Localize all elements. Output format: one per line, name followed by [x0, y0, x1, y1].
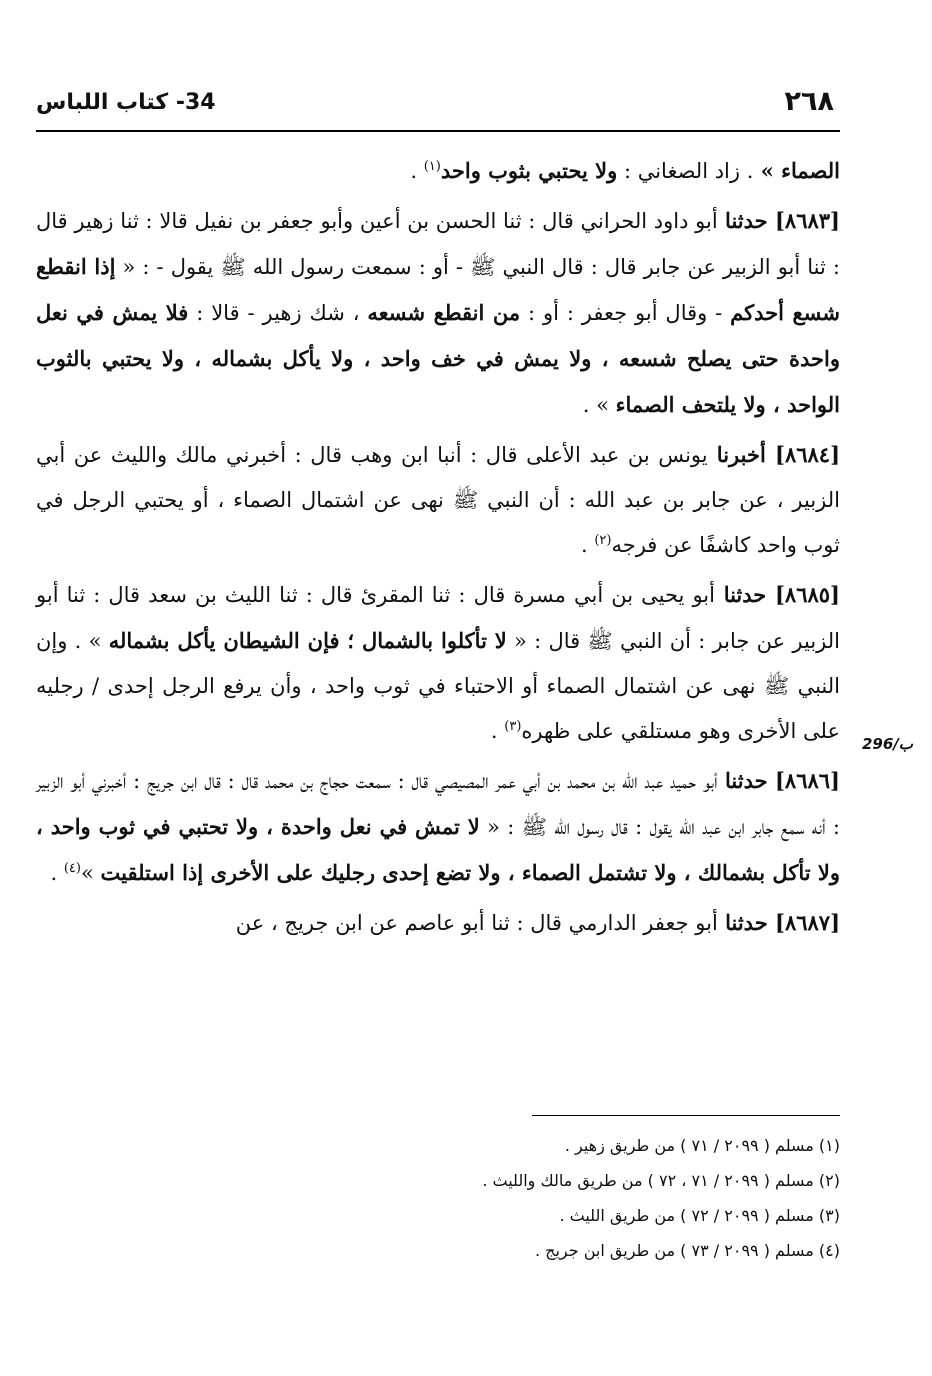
- footnote-rule: [532, 1115, 840, 1116]
- text-segment: .: [580, 533, 595, 557]
- chapter-title: 34- كتاب اللباس: [36, 90, 216, 115]
- bold-text: [٨٦٨٥] حدثنا: [714, 582, 840, 607]
- footnote-item: (١) مسلم ( ٢٠٩٩ / ٧١ ) من طريق زهير .: [564, 1136, 840, 1155]
- bold-text: ولا يحتبي بثوب واحد: [440, 158, 618, 183]
- bold-text: [٨٦٨٦] حدثنا: [717, 768, 840, 793]
- manuscript-folio-note: 296/ب: [862, 735, 913, 753]
- bold-text: [٨٦٨٣] حدثنا: [717, 208, 840, 233]
- page-header: [36, 80, 840, 120]
- hadith-paragraph: [36, 432, 840, 568]
- text-segment: . زاد الصغاني :: [617, 159, 754, 183]
- hadith-paragraph: [36, 198, 840, 428]
- footnote-marker: (٢): [594, 533, 612, 548]
- bold-text: الصماء »: [753, 158, 840, 183]
- hadith-paragraph: [36, 758, 840, 896]
- text-segment: » . وإن النبي ﷺ نهى عن اشتمال الصماء أو الاحتباء في ثوب واحد ، وأن يرفع الرجل إحدى / رجليه على الأخرى وهو مستلقي على ظهره: [36, 629, 840, 743]
- footnote-marker: (٣): [504, 719, 522, 734]
- text-segment: » .: [582, 393, 616, 417]
- footnote-marker: (١): [423, 159, 441, 174]
- text-segment: أبو حميد عبد الله بن محمد بن أبي عمر المصيصي قال : سمعت حجاج بن محمد قال : قال ابن جريج : أخبرني أبو الزبير : أنه سمع جابر ابن عبد الله يقول : قال رسول الله ﷺ : «: [36, 769, 840, 839]
- text-segment: »: [80, 861, 101, 885]
- text-segment: يونس بن عبد الأعلى قال : أنبا ابن وهب قال : أخبرني مالك والليث عن أبي الزبير ، عن جابر بن عبد الله : أن النبي ﷺ نهى عن اشتمال الصماء ، أو يحتبي الرجل في ثوب واحد كاشفًا عن فرجه: [36, 443, 840, 557]
- bold-text: إذا انقطع شسع أحدكم: [36, 254, 841, 325]
- hadith-paragraph: [36, 148, 840, 194]
- text-segment: - وقال أبو جعفر : أو :: [520, 301, 731, 325]
- footnote-item: (٤) مسلم ( ٢٠٩٩ / ٧٣ ) من طريق ابن جريج .: [534, 1241, 840, 1260]
- page-number: ٢٦٨: [784, 86, 834, 117]
- bold-text: من انقطع شسعه: [367, 300, 521, 325]
- hadith-paragraph: [36, 572, 840, 754]
- text-segment: .: [50, 861, 64, 885]
- footnote-marker: (٤): [63, 861, 81, 876]
- bold-text: [٨٦٨٤] أخبرنا: [707, 442, 840, 467]
- header-rule: [36, 130, 840, 132]
- bold-text: فلا يمش في نعل واحدة حتى يصلح شسعه ، ولا يمش في خف واحد ، ولا يأكل بشماله ، ولا يحتبي بالثوب الواحد ، ولا يلتحف الصماء: [36, 300, 840, 417]
- footnote-item: (٢) مسلم ( ٢٠٩٩ / ٧١ ، ٧٢ ) من طريق مالك والليث .: [482, 1171, 840, 1190]
- bold-text: لا تمش في نعل واحدة ، ولا تحتبي في ثوب واحد ، ولا تأكل بشمالك ، ولا تشتمل الصماء ، ولا تضع إحدى رجليك على الأخرى إذا استلقيت: [36, 814, 840, 885]
- footnotes: [200, 1128, 840, 1268]
- hadith-paragraph: [36, 900, 840, 946]
- text-segment: ، شك زهير - قالا :: [188, 301, 368, 325]
- text-segment: أبو داود الحراني قال : ثنا الحسن بن أعين وأبو جعفر بن نفيل قالا : ثنا زهير قال : ثنا أبو الزبير عن جابر قال : قال النبي ﷺ - أو : سمعت رسول الله ﷺ يقول - : «: [36, 209, 840, 279]
- bold-text: لا تأكلوا بالشمال ؛ فإن الشيطان يأكل بشماله: [108, 628, 507, 653]
- text-segment: أبو يحيى بن أبي مسرة قال : ثنا المقرئ قال : ثنا الليث بن سعد قال : ثنا أبو الزبير عن جابر : أن النبي ﷺ قال : «: [36, 583, 840, 653]
- text-segment: .: [490, 719, 505, 743]
- main-text: [36, 148, 840, 946]
- footnote-item: (٣) مسلم ( ٢٠٩٩ / ٧٢ ) من طريق الليث .: [559, 1206, 840, 1225]
- text-segment: .: [410, 159, 424, 183]
- text-segment: أبو جعفر الدارمي قال : ثنا أبو عاصم عن ابن جريج ، عن: [235, 911, 718, 935]
- bold-text: [٨٦٨٧] حدثنا: [717, 910, 840, 935]
